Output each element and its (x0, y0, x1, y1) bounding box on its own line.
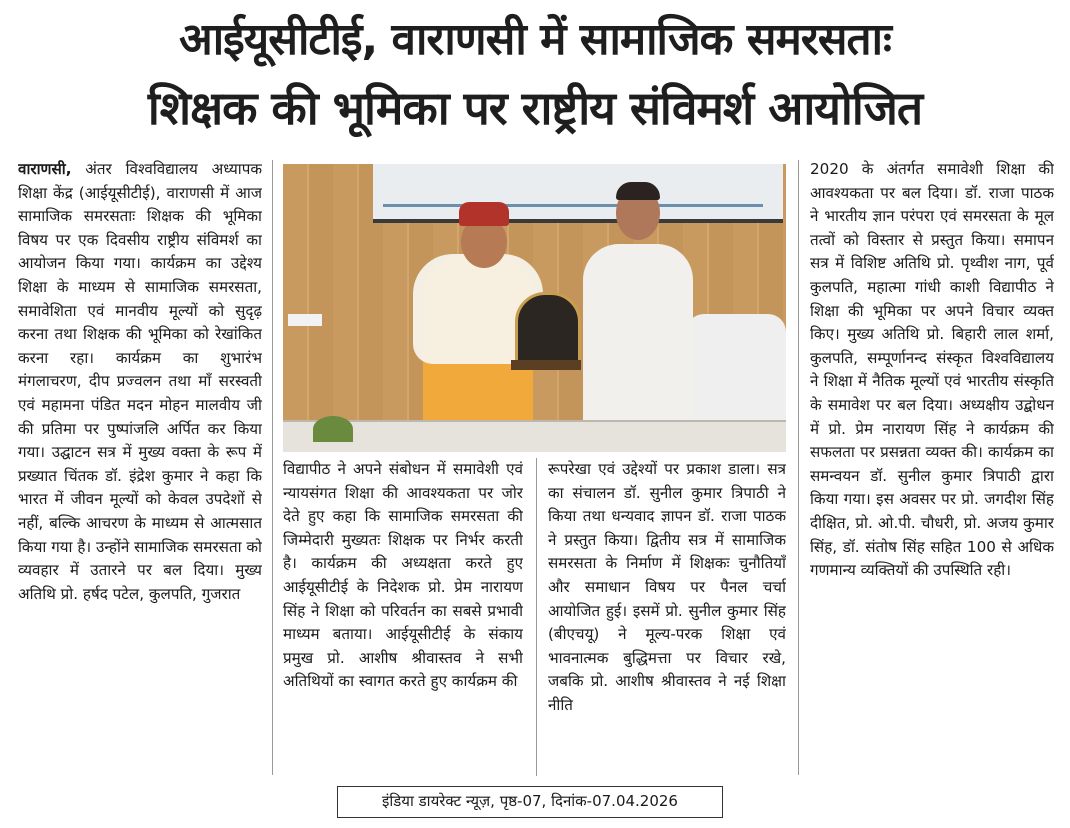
photo-memento (515, 292, 581, 370)
column-divider (272, 160, 273, 775)
article-column-2 (283, 458, 523, 778)
article-column-1 (18, 158, 262, 778)
photo-table (283, 420, 786, 452)
headline-line-2: शिक्षक की भूमिका पर राष्ट्रीय संविमर्श आयोजित (147, 81, 923, 135)
column-1-text: अंतर विश्वविद्यालय अध्यापक शिक्षा केंद्र (आईयूसीटीई), वाराणसी में आज सामाजिक समरसताः शिक्षक की भूमिका विषय पर एक दिवसीय राष्ट्रीय संविमर्श का आयोजन किया गया। कार्यक्रम का उद्देश्य शिक्षा के माध्यम से सामाजिक समरसता, समावेशिता एवं मानवीय मूल्यों को सुदृढ़ करना तथा शिक्षक की भूमिका को रेखांकित करना रहा। कार्यक्रम का शुभारंभ मंगलाचरण, दीप प्रज्वलन तथा माँ सरस्वती एवं महामना पंडित मदन मोहन मालवीय जी की प्रतिमा पर पुष्पांजलि अर्पित कर किया गया। उद्घाटन सत्र में मुख्य वक्ता के रूप में प्रख्यात चिंतक डॉ. इंद्रेश कुमार ने कहा कि भारत में जीवन मूल्यों को केवल उपदेशों से नहीं, बल्कि आचरण के माध्यम से आत्मसात किया गया है। उन्होंने सामाजिक समरसता को व्यवहार में उतारने पर बल दिया। मुख्य अतिथि प्रो. हर्षद पटेल, कुलपति, गुजरात (18, 160, 262, 603)
photo-chair (686, 314, 786, 429)
article-column-4 (810, 158, 1054, 778)
photo-plant (313, 416, 353, 442)
photo-host-body (583, 244, 693, 429)
photo-host-hair (616, 182, 660, 200)
article-column-3 (548, 458, 786, 778)
dateline: वाराणसी, (18, 160, 72, 178)
photo-switchboard (288, 314, 322, 326)
column-3-text: रूपरेखा एवं उद्देश्यों पर प्रकाश डाला। सत्र का संचालन डॉ. सुनील कुमार त्रिपाठी ने किया तथा धन्यवाद ज्ञापन डॉ. राजा पाठक ने प्रस्तुत किया। द्वितीय सत्र में सामाजिक समरसता के निर्माण में शिक्षकः चुनौतियाँ और समाधान विषय पर पैनल चर्चा आयोजित हुई। इसमें प्रो. सुनील कुमार सिंह (बीएचयू) ने मूल्य-परक शिक्षा एवं भावनात्मक बुद्धिमत्ता पर विचार रखे, जबकि प्रो. आशीष श्रीवास्तव ने नई शिक्षा नीति (548, 460, 786, 714)
headline-line-1: आईयूसीटीई, वाराणसी में सामाजिक समरसताः (179, 14, 891, 65)
photo-projector-screen (373, 164, 783, 223)
photo-memento-base (511, 360, 581, 370)
source-credit: इंडिया डायरेक्ट न्यूज़, पृष्ठ-07, दिनांक-07.04.2026 (337, 786, 723, 818)
column-4-text: 2020 के अंतर्गत समावेशी शिक्षा की आवश्यकता पर बल दिया। डॉ. राजा पाठक ने भारतीय ज्ञान परंपरा एवं समरसता के मूल तत्वों को विस्तार से प्रस्तुत किया। समापन सत्र में विशिष्ट अतिथि प्रो. पृथ्वीश नाग, पूर्व कुलपति, महात्मा गांधी काशी विद्यापीठ ने शिक्षा की भूमिका पर अपने विचार व्यक्त किए। मुख्य अतिथि प्रो. बिहारी लाल शर्मा, कुलपति, सम्पूर्णानन्द संस्कृत विश्वविद्यालय ने शिक्षा में नैतिक मूल्यों एवं भारतीय संस्कृति के समावेश पर बल दिया। अध्यक्षीय उद्बोधन में प्रो. प्रेम नारायण सिंह ने कार्यक्रम की सफलता पर प्रसन्नता व्यक्त की। कार्यक्रम का समन्वयन डॉ. सुनील कुमार त्रिपाठी द्वारा किया गया। इस अवसर पर प्रो. जगदीश सिंह दीक्षित, प्रो. ओ.पी. चौधरी, प्रो. अजय कुमार सिंह, डॉ. संतोष सिंह सहित 100 से अधिक गणमान्य व्यक्तियों की उपस्थिति रही। (810, 160, 1054, 580)
photo-guest-cap (459, 202, 509, 226)
event-photo (283, 164, 786, 452)
column-2-text: विद्यापीठ ने अपने संबोधन में समावेशी एवं न्यायसंगत शिक्षा की आवश्यकता पर जोर देते हुए कहा कि सामाजिक समरसता की जिम्मेदारी मुख्यतः शिक्षक पर निर्भर करती है। कार्यक्रम की अध्यक्षता करते हुए आईयूसीटीई के निदेशक प्रो. प्रेम नारायण सिंह ने शिक्षा को परिवर्तन का सबसे प्रभावी माध्यम बताया। आईयूसीटीई के संकाय प्रमुख प्रो. आशीष श्रीवास्तव ने सभी अतिथियों का स्वागत करते हुए कार्यक्रम की (283, 460, 523, 691)
column-divider (536, 458, 537, 776)
column-divider (798, 160, 799, 775)
